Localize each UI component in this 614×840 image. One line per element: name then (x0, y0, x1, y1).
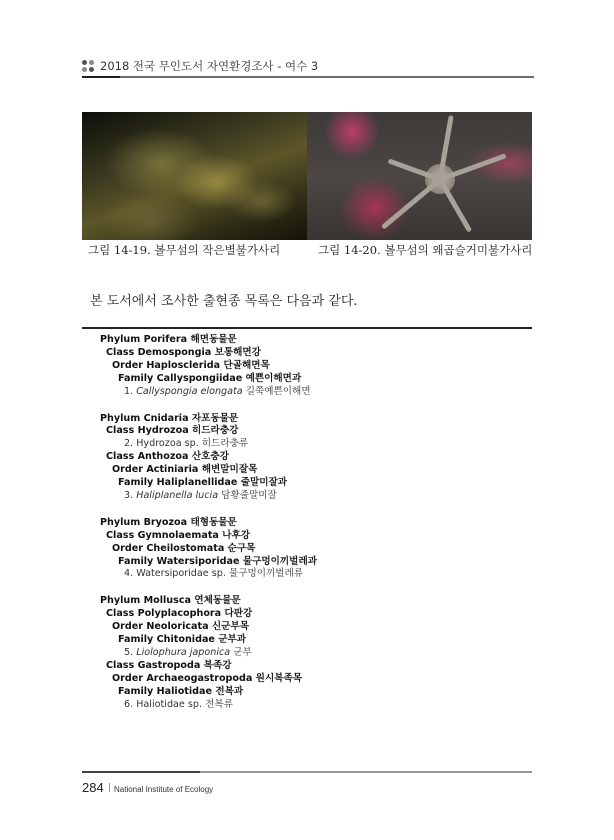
intro-text: 본 도서에서 조사한 출현종 목록은 다음과 같다. (90, 294, 358, 309)
brittle-star-arm (438, 178, 472, 232)
species-scientific-name: Liolophura japonica (136, 646, 231, 658)
species-scientific-name: Callyspongia elongata (136, 385, 243, 397)
species-korean-name: 담황줄말미잘 (221, 489, 277, 501)
species-korean-name: 군부 (233, 646, 252, 658)
order-heading: Order Archaeogastropoda 원시복족목 (112, 672, 303, 684)
species-number: 4. (124, 568, 134, 580)
class-heading: Class Gymnolaemata 나후강 (106, 529, 251, 541)
family-heading: Family Callyspongiidae 예쁜이해면과 (118, 372, 302, 384)
species-entry (124, 490, 277, 502)
order-heading: Order Neoloricata 신군부목 (112, 621, 249, 633)
phylum-heading: Phylum Mollusca 연체동물문 (100, 595, 241, 607)
brittle-star-arm (381, 178, 442, 230)
figure-caption-14-20: 그림 14-20. 볼무섬의 왜곱슬거미불가사리 (318, 243, 533, 257)
header-rule-accent (82, 76, 120, 78)
class-heading: Class Demospongia 보통해면강 (106, 346, 261, 358)
species-number: 2. (124, 438, 134, 450)
species-number: 5. (124, 646, 134, 658)
class-heading: Class Hydrozoa 히드라충강 (106, 425, 239, 437)
species-number: 1. (124, 385, 134, 397)
footer-separator: | (108, 783, 112, 793)
phylum-heading: Phylum Bryozoa 태형동물문 (100, 516, 237, 528)
species-number: 6. (124, 698, 134, 710)
family-heading: Family Haliplanellidae 줄말미잘과 (118, 477, 288, 488)
species-korean-name: 물구멍이끼벌레류 (228, 568, 304, 580)
family-heading: Family Watersiporidae 물구멍이끼벌레과 (118, 555, 317, 567)
family-heading: Family Chitonidae 군부과 (118, 634, 247, 645)
class-heading: Class Polyplacophora 다판강 (106, 608, 253, 620)
species-korean-name: 길쭉예쁜이해면 (245, 385, 311, 397)
header-title: 2018 전국 무인도서 자연환경조사 - 여수 3 (100, 59, 319, 73)
header-rule (82, 76, 534, 78)
figure-caption-14-19: 그림 14-19. 볼무섬의 작은별불가사리 (88, 243, 281, 257)
photo-small-starfish (82, 112, 307, 240)
photo-brittle-star (307, 112, 532, 240)
species-entry (124, 438, 248, 450)
order-heading: Order Actiniaria 해변말미잘목 (112, 464, 258, 476)
phylum-heading: Phylum Cnidaria 자포동물문 (100, 412, 239, 424)
footer-rule-accent (82, 771, 200, 773)
page-number: 284 (82, 780, 104, 795)
species-entry (124, 699, 233, 711)
species-scientific-name: Haliotidae sp. (136, 698, 202, 710)
species-entry (124, 568, 303, 580)
species-entry (124, 386, 311, 398)
class-heading: Class Gastropoda 복족강 (106, 659, 232, 671)
list-top-rule (82, 327, 532, 329)
order-heading: Order Cheilostomata 순구목 (112, 542, 256, 554)
family-heading: Family Haliotidae 전복과 (118, 685, 244, 697)
species-korean-name: 히드라충류 (201, 438, 249, 450)
class-heading: Class Anthozoa 산호충강 (106, 451, 229, 463)
header-dots-icon (82, 60, 94, 72)
species-number: 3. (124, 489, 134, 501)
species-entry (124, 647, 252, 659)
species-scientific-name: Haliplanella lucia (136, 489, 219, 501)
order-heading: Order Haplosclerida 단골해면목 (112, 359, 270, 371)
species-scientific-name: Hydrozoa sp. (136, 438, 199, 450)
running-header (82, 58, 534, 76)
species-korean-name: 전복류 (205, 698, 233, 710)
phylum-heading: Phylum Porifera 해면동물문 (100, 334, 237, 345)
footer-organization: National Institute of Ecology (114, 785, 214, 794)
species-scientific-name: Watersiporidae sp. (136, 568, 226, 580)
